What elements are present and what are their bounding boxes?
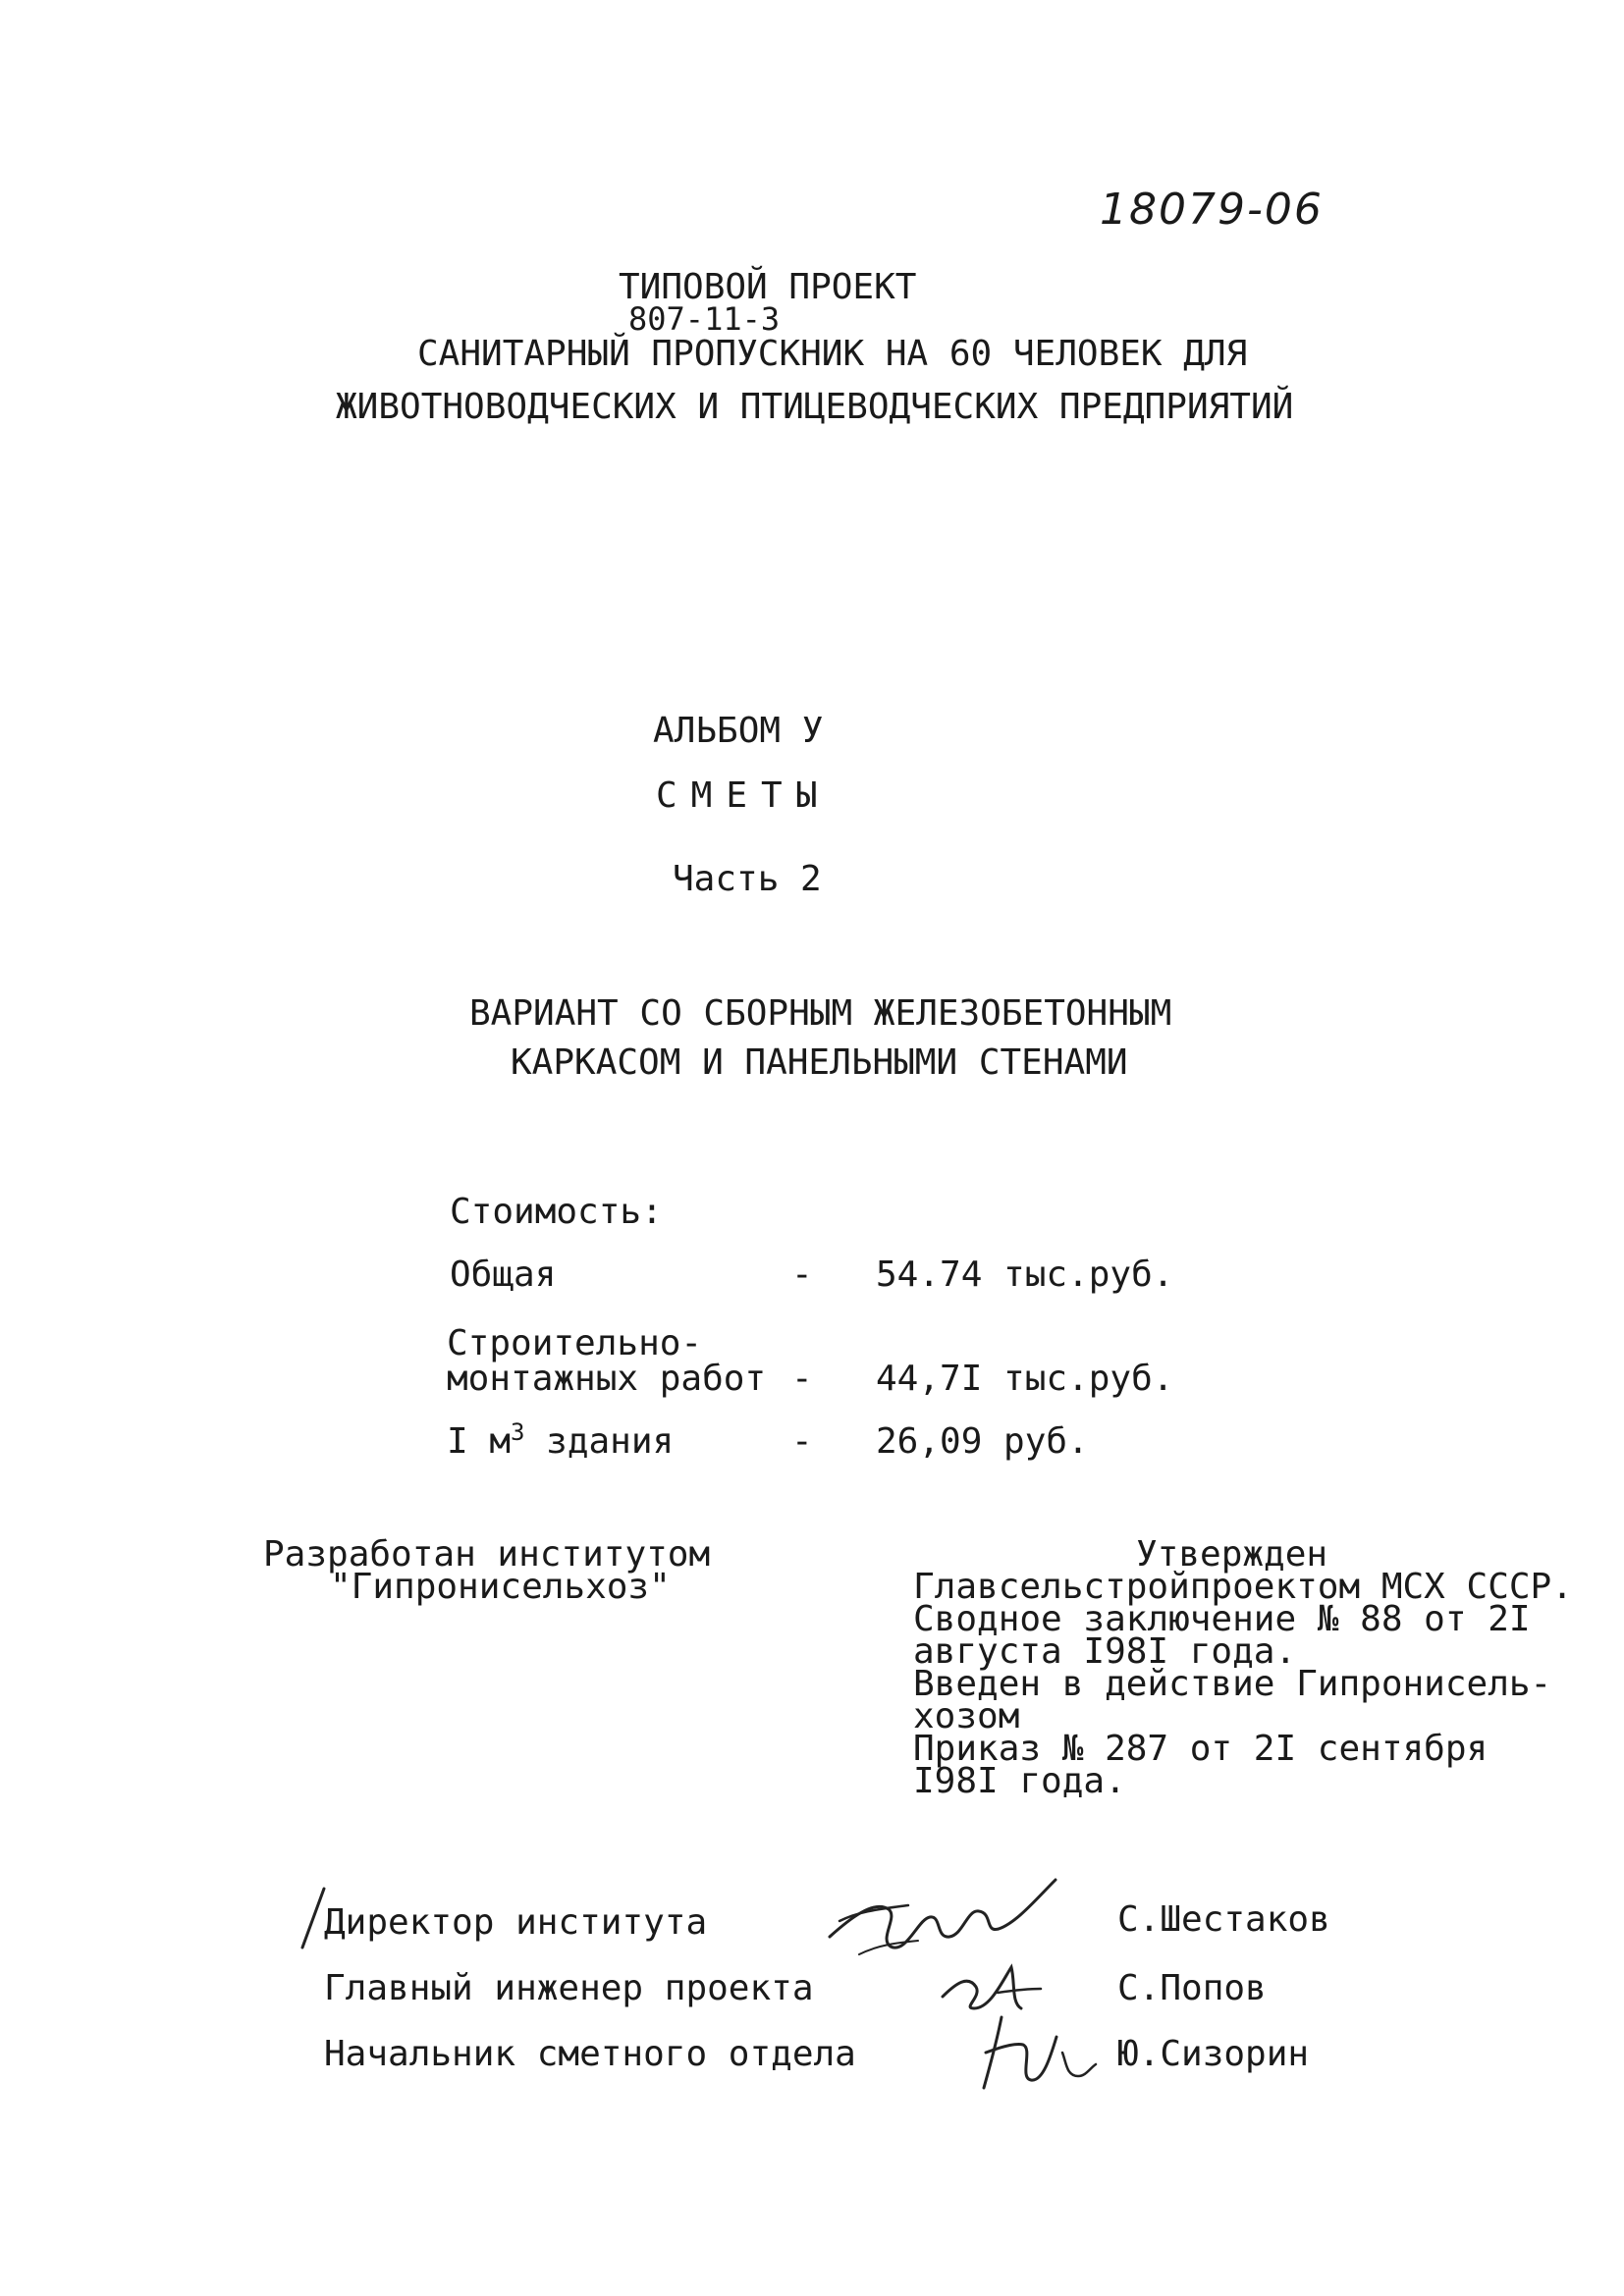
cost-row-value: 54.74 тыс.руб. xyxy=(876,1255,1174,1295)
signatory-name: С.Шестаков xyxy=(1117,1899,1330,1940)
approval-heading: Утвержден xyxy=(1136,1534,1328,1575)
title-project-code: 807-11-3 xyxy=(628,300,781,338)
signatory-role: Главный инженер проекта xyxy=(324,1968,814,2008)
approval-line: августа I98I года. xyxy=(913,1631,1297,1672)
title-project-name: САНИТАРНЫЙ ПРОПУСКНИК НА 60 ЧЕЛОВЕК ДЛЯ xyxy=(417,334,1248,374)
signatory-role: Директор института xyxy=(324,1902,708,1943)
part-label: Часть 2 xyxy=(673,859,822,899)
cost-row-label-cont: монтажных работ xyxy=(447,1359,767,1399)
approval-line: I98I года. xyxy=(913,1761,1126,1801)
cost-row-label: Строительно- xyxy=(447,1323,703,1363)
cost-row-dash: - xyxy=(791,1359,813,1399)
approval-line: Сводное заключение № 88 от 2I xyxy=(913,1599,1531,1639)
cost-row-label: Общая xyxy=(450,1255,557,1295)
cost-row-dash: - xyxy=(791,1421,813,1462)
signatory-name: С.Попов xyxy=(1117,1968,1267,2008)
cost-row-dash: - xyxy=(791,1255,813,1295)
developer-line-2: "Гипронисельхоз" xyxy=(330,1567,671,1607)
title-project-purpose: ЖИВОТНОВОДЧЕСКИХ И ПТИЦЕВОДЧЕСКИХ ПРЕДПРИЯТИЙ xyxy=(336,387,1294,427)
approval-line: хозом xyxy=(913,1696,1020,1736)
approval-line: Главсельстройпроектом МСХ СССР. xyxy=(913,1567,1573,1607)
signature-estimates-head xyxy=(972,2007,1110,2096)
variant-line-2: КАРКАСОМ И ПАНЕЛЬНЫМИ СТЕНАМИ xyxy=(511,1042,1128,1083)
unit-superscript: 3 xyxy=(511,1418,525,1446)
unit-prefix: I м xyxy=(447,1421,512,1462)
approval-text xyxy=(913,1567,1573,1801)
cost-row-value: 26,09 руб. xyxy=(876,1421,1089,1462)
unit-suffix: здания xyxy=(524,1421,675,1462)
document-number: 18079-06 xyxy=(1100,185,1324,235)
signatory-name: Ю.Сизорин xyxy=(1117,2034,1310,2074)
cost-row-label xyxy=(447,1418,675,1462)
signature-director xyxy=(820,1860,1065,1968)
cost-heading: Стоимость: xyxy=(450,1192,663,1232)
title-project-type: ТИПОВОЙ ПРОЕКТ xyxy=(619,267,917,307)
section-title: СМЕТЫ xyxy=(656,775,832,816)
approval-line: Приказ № 287 от 2I сентября xyxy=(913,1729,1489,1769)
approval-line: Введен в действие Гипронисель- xyxy=(913,1664,1552,1704)
album-label: АЛЬБОМ У xyxy=(653,711,824,751)
signatory-role: Начальник сметного отдела xyxy=(324,2034,856,2074)
variant-line-1: ВАРИАНТ СО СБОРНЫМ ЖЕЛЕЗОБЕТОННЫМ xyxy=(469,993,1172,1034)
developer-line-1: Разработан институтом xyxy=(263,1534,711,1575)
cost-row-value: 44,7I тыс.руб. xyxy=(876,1359,1174,1399)
